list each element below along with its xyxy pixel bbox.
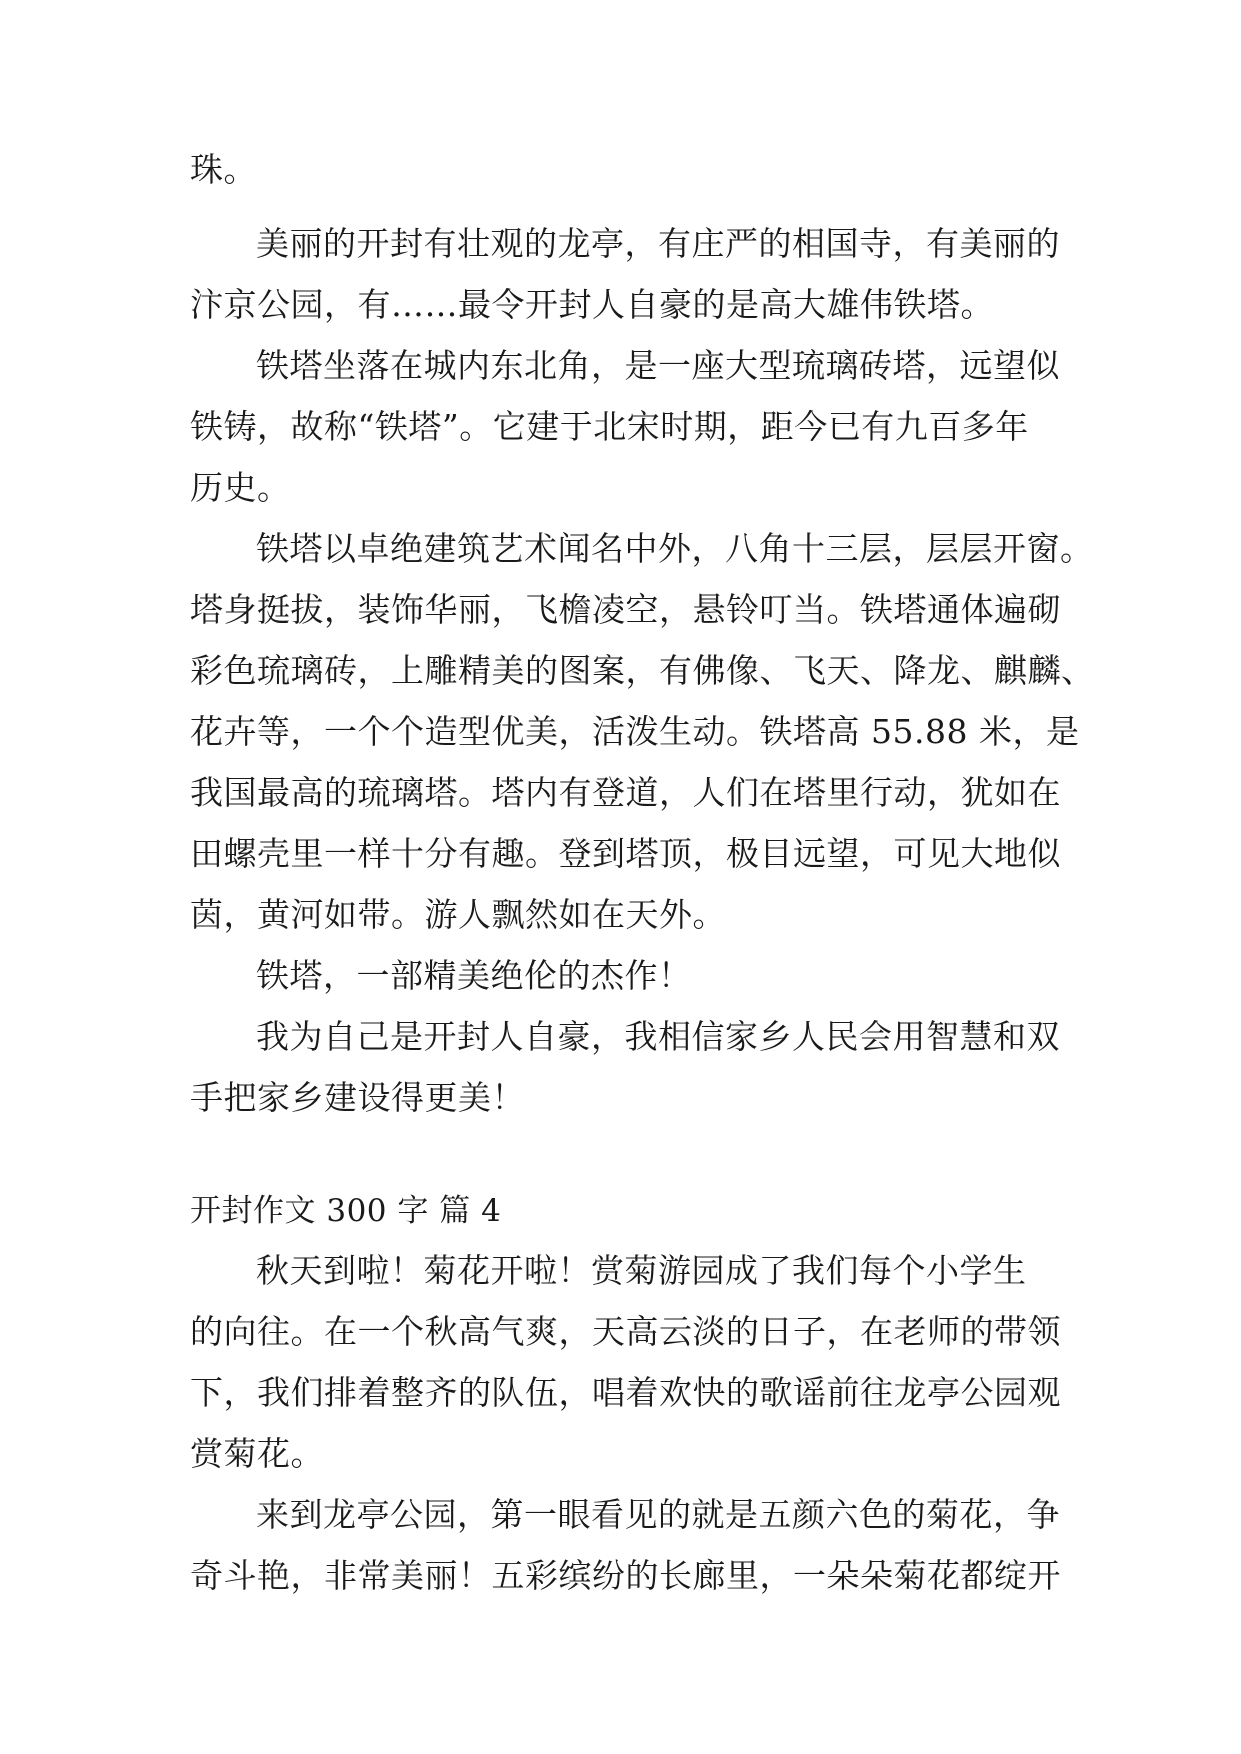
text-line: 手把家乡建设得更美！ bbox=[190, 1078, 525, 1117]
paragraph-line: 铁塔坐落在城内东北角，是一座大型琉璃砖塔，远望似 bbox=[256, 346, 1060, 385]
section-heading: 开封作文 300 字 篇 4 bbox=[190, 1193, 502, 1229]
paragraph-line: 来到龙亭公园，第一眼看见的就是五颜六色的菊花，争 bbox=[256, 1495, 1060, 1534]
text-line: 奇斗艳，非常美丽！五彩缤纷的长廊里，一朵朵菊花都绽开 bbox=[190, 1556, 1061, 1595]
paragraph-line: 我为自己是开封人自豪，我相信家乡人民会用智慧和双 bbox=[256, 1017, 1060, 1056]
paragraph-line: 秋天到啦！菊花开啦！赏菊游园成了我们每个小学生 bbox=[256, 1251, 1027, 1290]
text-line: 塔身挺拔，装饰华丽，飞檐凌空，悬铃叮当。铁塔通体遍砌 bbox=[190, 590, 1061, 629]
text-line: 铁铸，故称“铁塔”。它建于北宋时期，距今已有九百多年 bbox=[190, 407, 1029, 446]
text-line: 彩色琉璃砖，上雕精美的图案，有佛像、飞天、降龙、麒麟、 bbox=[190, 651, 1095, 690]
text-line: 我国最高的琉璃塔。塔内有登道，人们在塔里行动，犹如在 bbox=[190, 773, 1061, 812]
text-line: 珠。 bbox=[190, 150, 257, 189]
text-line: 花卉等，一个个造型优美，活泼生动。铁塔高 55.88 米，是 bbox=[190, 712, 1080, 751]
text-line: 历史。 bbox=[190, 468, 291, 507]
paragraph-line: 铁塔以卓绝建筑艺术闻名中外，八角十三层，层层开窗。 bbox=[256, 529, 1094, 568]
paragraph-line: 铁塔，一部精美绝伦的杰作！ bbox=[256, 956, 692, 995]
text-line: 汴京公园，有……最令开封人自豪的是高大雄伟铁塔。 bbox=[190, 285, 994, 324]
text-line: 田螺壳里一样十分有趣。登到塔顶，极目远望，可见大地似 bbox=[190, 834, 1061, 873]
text-line: 赏菊花。 bbox=[190, 1434, 324, 1473]
text-line: 下，我们排着整齐的队伍，唱着欢快的歌谣前往龙亭公园观 bbox=[190, 1373, 1061, 1412]
paragraph-line: 美丽的开封有壮观的龙亭，有庄严的相国寺，有美丽的 bbox=[256, 224, 1060, 263]
text-line: 茵，黄河如带。游人飘然如在天外。 bbox=[190, 895, 726, 934]
text-line: 的向往。在一个秋高气爽，天高云淡的日子，在老师的带领 bbox=[190, 1312, 1061, 1351]
